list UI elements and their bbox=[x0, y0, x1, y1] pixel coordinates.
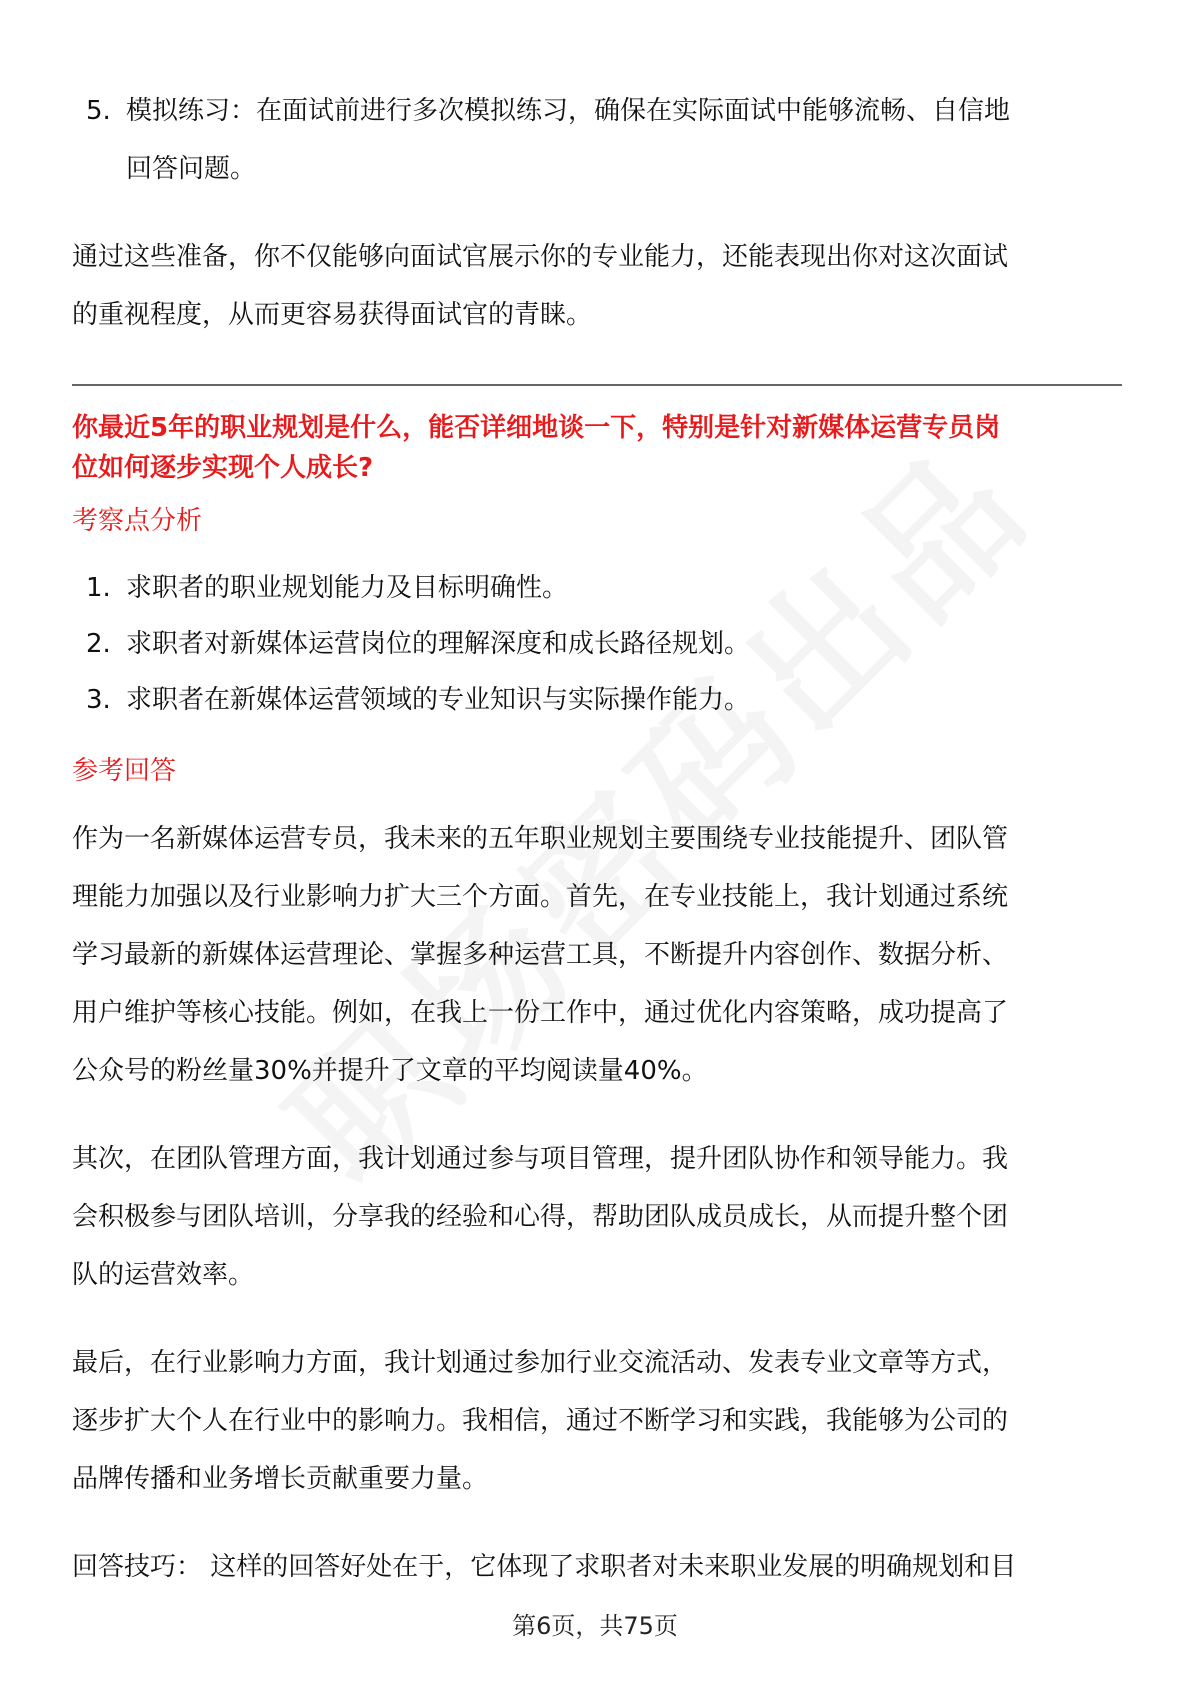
analysis-list bbox=[72, 560, 1122, 728]
list-item bbox=[72, 560, 1122, 616]
paragraph-line: 理能力加强以及行业影响力扩大三个方面。首先，在专业技能上，我计划通过系统 bbox=[72, 882, 1009, 912]
paragraph-line: 逐步扩大个人在行业中的影响力。我相信，通过不断学习和实践，我能够为公司的 bbox=[72, 1406, 1009, 1436]
list-text-line: 模拟练习：在面试前进行多次模拟练习，确保在实际面试中能够流畅、自信地 bbox=[126, 96, 1011, 126]
paragraph-line: 用户维护等核心技能。例如，在我上一份工作中，通过优化内容策略，成功提高了 bbox=[72, 998, 1009, 1028]
question-line: 位如何逐步实现个人成长? bbox=[72, 453, 374, 483]
spacer bbox=[72, 1304, 1122, 1334]
paragraph-line: 通过这些准备，你不仅能够向面试官展示你的专业能力，还能表现出你对这次面试 bbox=[72, 242, 1009, 272]
list-text-line: 回答问题。 bbox=[126, 154, 257, 184]
list-item bbox=[72, 616, 1122, 672]
list-number: 2. bbox=[86, 629, 111, 659]
paragraph-line: 最后，在行业影响力方面，我计划通过参加行业交流活动、发表专业文章等方式， bbox=[72, 1348, 1009, 1378]
spacer bbox=[72, 198, 1122, 228]
page-footer: 第6页，共75页 bbox=[512, 1612, 678, 1640]
spacer bbox=[72, 800, 1122, 810]
paragraph-line: 其次，在团队管理方面，我计划通过参与项目管理，提升团队协作和领导能力。我 bbox=[72, 1144, 1009, 1174]
list-item bbox=[72, 672, 1122, 728]
spacer bbox=[72, 1508, 1122, 1538]
tips-line: 回答技巧： 这样的回答好处在于，它体现了求职者对未来职业发展的明确规划和目 bbox=[72, 1552, 1017, 1582]
list-item-practice bbox=[72, 82, 1122, 198]
list-number: 1. bbox=[86, 573, 111, 603]
answer-heading: 参考回答 bbox=[72, 756, 177, 786]
list-text: 求职者对新媒体运营岗位的理解深度和成长路径规划。 bbox=[126, 629, 751, 659]
paragraph-line: 会积极参与团队培训，分享我的经验和心得，帮助团队成员成长，从而提升整个团 bbox=[72, 1202, 1009, 1232]
list-text: 求职者在新媒体运营领域的专业知识与实际操作能力。 bbox=[126, 685, 751, 715]
list-text: 求职者的职业规划能力及目标明确性。 bbox=[126, 573, 569, 603]
answer-paragraph bbox=[72, 1334, 1122, 1508]
page-content bbox=[72, 82, 1122, 1596]
paragraph-line: 公众号的粉丝量30%并提升了文章的平均阅读量40%。 bbox=[72, 1056, 708, 1086]
spacer bbox=[72, 1100, 1122, 1130]
analysis-heading: 考察点分析 bbox=[72, 506, 203, 536]
list-number: 3. bbox=[86, 685, 111, 715]
interview-question bbox=[72, 408, 1122, 488]
spacer bbox=[72, 728, 1122, 738]
paragraph-line: 作为一名新媒体运营专员，我未来的五年职业规划主要围绕专业技能提升、团队管 bbox=[72, 824, 1009, 854]
answer-paragraph bbox=[72, 1130, 1122, 1304]
section-divider bbox=[72, 384, 1122, 386]
paragraph-line: 队的运营效率。 bbox=[72, 1260, 255, 1290]
answer-paragraph bbox=[72, 810, 1122, 1100]
question-line: 你最近5年的职业规划是什么，能否详细地谈一下，特别是针对新媒体运营专员岗 bbox=[72, 413, 1001, 443]
list-number: 5. bbox=[86, 96, 111, 126]
paragraph-line: 学习最新的新媒体运营理论、掌握多种运营工具，不断提升内容创作、数据分析、 bbox=[72, 940, 1009, 970]
summary-paragraph bbox=[72, 228, 1122, 344]
paragraph-line: 的重视程度，从而更容易获得面试官的青睐。 bbox=[72, 300, 593, 330]
paragraph-line: 品牌传播和业务增长贡献重要力量。 bbox=[72, 1464, 489, 1494]
